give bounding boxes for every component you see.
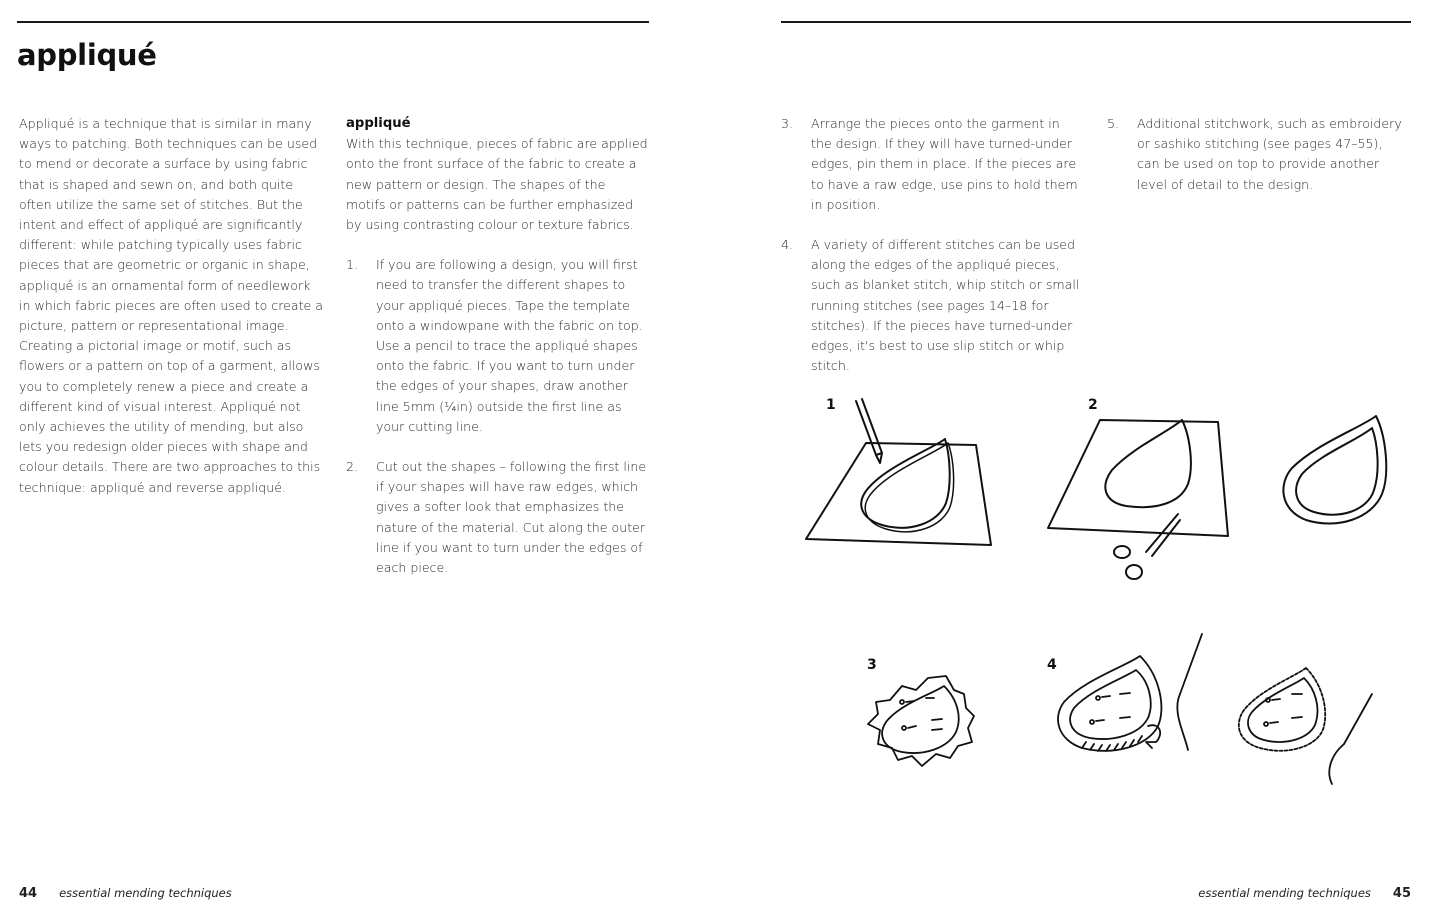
stitching-illustration xyxy=(1048,630,1208,765)
step-2 xyxy=(346,457,648,578)
step-text: A variety of different stitches can be used along the edges of the appliqué pieces, such as blanket stitch, whip stitch or small running stitches (see pages 14–18 for stitches). If the pieces have turned-under edges, it's best to use slip stitch or whip stitch. xyxy=(811,237,1080,374)
turned-edge-shape-illustration xyxy=(1276,410,1396,530)
finished-blanket-stitch-illustration xyxy=(1232,660,1382,790)
steps-column-b xyxy=(1107,94,1407,195)
step-text: Additional stitchwork, such as embroidery or sashiko stitching (see pages 47–55), can be used on top to provide another level of detail to the design. xyxy=(1137,116,1402,192)
pinning-illustration xyxy=(862,672,982,772)
step-4 xyxy=(781,235,1081,376)
step-number: 4. xyxy=(781,237,794,253)
intro-column xyxy=(19,114,325,498)
page-number-left: 44 xyxy=(19,886,38,901)
step-number: 5. xyxy=(1107,116,1120,131)
page-number-right: 45 xyxy=(1392,886,1411,901)
section-name-right: essential mending techniques xyxy=(1198,886,1371,900)
cutting-illustration xyxy=(1042,410,1237,590)
step-text: Cut out the shapes – following the first line if your shapes will have raw edges, which gives a softer look that emphasizes the nature of the material. Cut along the outer line if you want to turn under the edges of each piece. xyxy=(376,459,647,576)
step-number: 2. xyxy=(346,459,359,475)
step-text: If you are following a design, you will first need to transfer the different shapes to your appliqué pieces. Tape the template onto a windowpane with the fabric on top. Use a pencil to trace the appliqué shapes onto the fabric. If you want to turn under the edges of your shapes, draw another line 5mm (¼in) outside the first line as your cutting line. xyxy=(376,257,643,434)
step-text: Arrange the pieces onto the garment in the design. If they will have turned-under edges, pin them in place. If the pieces are to have a raw edge, use pins to hold them in position. xyxy=(811,116,1078,212)
intro-paragraph: Appliqué is a technique that is similar in many ways to patching. Both techniques can be used to mend or decorate a surface by using fabric that is shaped and sewn on, and both quite often utilize the same set of stitches. But the intent and effect of appliqué are significantly different: while patching typically uses fabric pieces that are geometric or organic in shape, appliqué is an ornamental form of needlework in which fabric pieces are often used to create a picture, pattern or representational image. Creating a pictorial image or motif, such as flowers or a pattern on top of a garment, allows you to completely renew a piece and create a different kind of visual interest. Appliqué not only achieves the utility of mending, but also lets you redesign older pieces with shape and colour details. There are two approaches to this technique: appliqué and reverse appliqué. xyxy=(19,116,323,495)
figure-label-2: 2 xyxy=(1088,397,1098,413)
steps-column-a xyxy=(781,94,1081,376)
step-number: 3. xyxy=(781,116,794,131)
left-top-rule xyxy=(17,21,649,23)
left-footer xyxy=(19,885,232,901)
tracing-illustration xyxy=(800,395,1000,555)
section-name-left: essential mending techniques xyxy=(59,886,232,900)
right-footer xyxy=(1198,885,1411,901)
right-top-rule xyxy=(781,21,1411,23)
step-3 xyxy=(781,114,1081,215)
applique-column xyxy=(346,114,648,578)
step-number: 1. xyxy=(346,257,359,273)
figure-label-3: 3 xyxy=(867,657,877,673)
figure-label-1: 1 xyxy=(826,397,836,413)
page-title: appliqué xyxy=(17,38,157,72)
step-5 xyxy=(1107,114,1407,195)
figure-label-4: 4 xyxy=(1047,657,1057,673)
sub-intro-paragraph: With this technique, pieces of fabric are applied onto the front surface of the fabric to create a new pattern or design. The shapes of the motifs or patterns can be further emphasized by using contrasting colour or texture fabrics. xyxy=(346,136,648,233)
subheading: appliqué xyxy=(346,116,411,131)
step-1 xyxy=(346,255,648,437)
